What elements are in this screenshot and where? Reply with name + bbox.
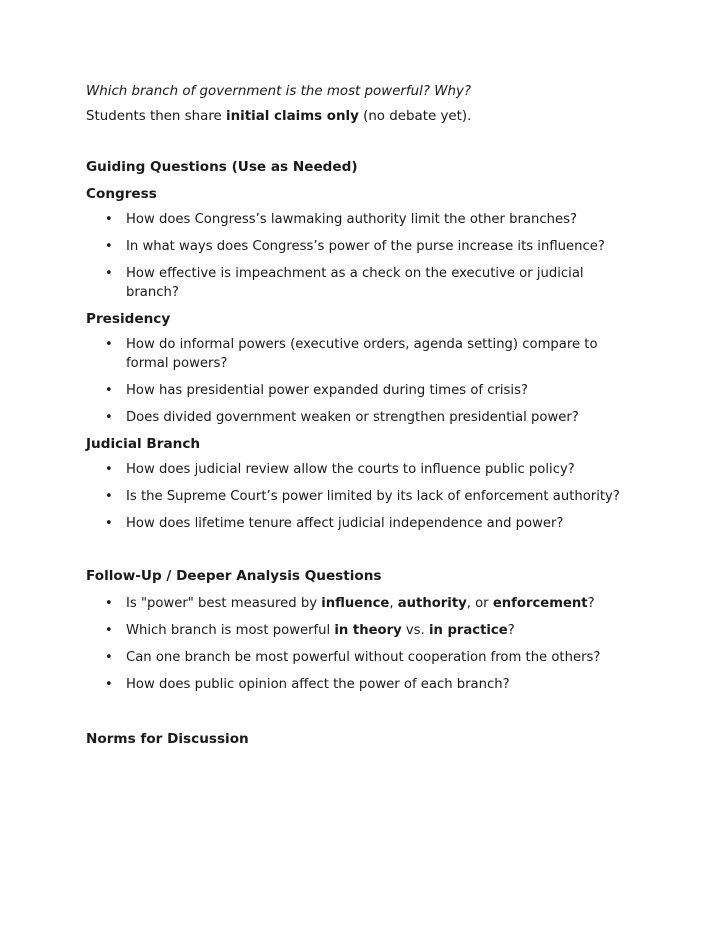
bullet-icon: • <box>105 410 113 425</box>
bullet-icon: • <box>105 650 113 665</box>
bullet-icon: • <box>105 462 113 477</box>
bullet-icon: • <box>105 239 113 254</box>
bullet-icon: • <box>105 623 113 638</box>
list-item: • How effective is impeachment as a check on the executive or judicial branch? <box>105 266 584 300</box>
guiding-questions-heading: Guiding Questions (Use as Needed) <box>86 159 358 175</box>
bullet-icon: • <box>105 677 113 692</box>
bullet-icon: • <box>105 489 113 504</box>
presidency-list <box>86 335 676 427</box>
document-page <box>86 82 676 757</box>
congress-heading: Congress <box>86 186 157 202</box>
followup-heading: Follow-Up / Deeper Analysis Questions <box>86 568 382 584</box>
list-item: • How do informal powers (executive orders, agenda setting) compare to formal powers? <box>105 337 598 371</box>
judicial-section <box>86 435 676 533</box>
list-item: • How does Congress’s lawmaking authority limit the other branches? <box>105 212 577 227</box>
judicial-heading: Judicial Branch <box>86 436 201 452</box>
bullet-icon: • <box>105 516 113 531</box>
list-item: • Does divided government weaken or strengthen presidential power? <box>105 410 579 425</box>
discussion-prompt: Which branch of government is the most powerful? Why? <box>86 84 471 99</box>
list-item: • How has presidential power expanded during times of crisis? <box>105 383 528 398</box>
presidency-section <box>86 310 676 427</box>
bullet-icon: • <box>105 337 113 352</box>
share-emphasis: initial claims only <box>226 109 359 124</box>
congress-list <box>86 210 676 302</box>
list-item: • Is "power" best measured by influence, authority, or enforcement? <box>105 596 595 611</box>
list-item: • Which branch is most powerful in theory vs. in practice? <box>105 623 515 638</box>
bullet-icon: • <box>105 383 113 398</box>
followup-list <box>86 594 676 694</box>
bullet-icon: • <box>105 596 113 611</box>
list-item: • How does public opinion affect the power of each branch? <box>105 677 510 692</box>
list-item: • In what ways does Congress’s power of the purse increase its influence? <box>105 239 605 254</box>
norms-heading: Norms for Discussion <box>86 731 249 747</box>
list-item: • How does lifetime tenure affect judicial independence and power? <box>105 516 564 531</box>
congress-section <box>86 185 676 302</box>
list-item: • Can one branch be most powerful without cooperation from the others? <box>105 650 601 665</box>
judicial-list <box>86 460 676 533</box>
followup-section <box>86 567 676 694</box>
bullet-icon: • <box>105 212 113 227</box>
list-item: • Is the Supreme Court’s power limited by its lack of enforcement authority? <box>105 489 620 504</box>
share-instruction: Students then share initial claims only (no debate yet). <box>86 109 472 124</box>
bullet-icon: • <box>105 266 113 281</box>
list-item: • How does judicial review allow the courts to influence public policy? <box>105 462 575 477</box>
presidency-heading: Presidency <box>86 311 171 327</box>
